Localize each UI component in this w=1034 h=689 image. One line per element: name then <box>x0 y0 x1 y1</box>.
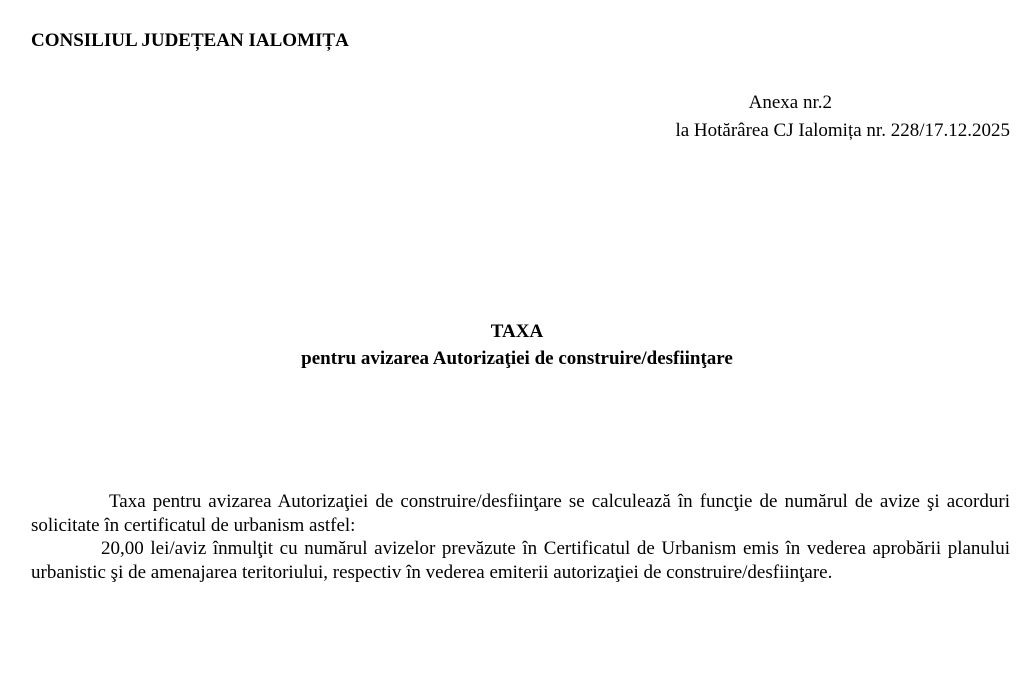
document-title <box>0 318 1034 372</box>
body-paragraph-1: Taxa pentru avizarea Autorizaţiei de construire/desfiinţare se calculează în funcţie de numărul de avize şi acorduri solicitate în certificatul de urbanism astfel: <box>31 491 1010 536</box>
title-main: TAXA <box>490 321 544 342</box>
council-header: CONSILIUL JUDEȚEAN IALOMIȚA <box>31 30 349 51</box>
annex-decision: la Hotărârea CJ Ialomița nr. 228/17.12.2025 <box>675 120 1010 141</box>
annex-reference <box>675 89 1010 145</box>
title-subtitle: pentru avizarea Autorizaţiei de construire/desfiinţare <box>301 348 733 369</box>
document-body <box>31 490 1010 584</box>
body-paragraph-2: 20,00 lei/aviz înmulţit cu numărul avizelor prevăzute în Certificatul de Urbanism emis în vederea aprobării planului urbanistic şi de amenajarea teritoriului, respectiv în vederea emiterii autorizaţiei de construire/desfiinţare. <box>31 538 1010 583</box>
annex-number: Anexa nr.2 <box>748 92 832 113</box>
